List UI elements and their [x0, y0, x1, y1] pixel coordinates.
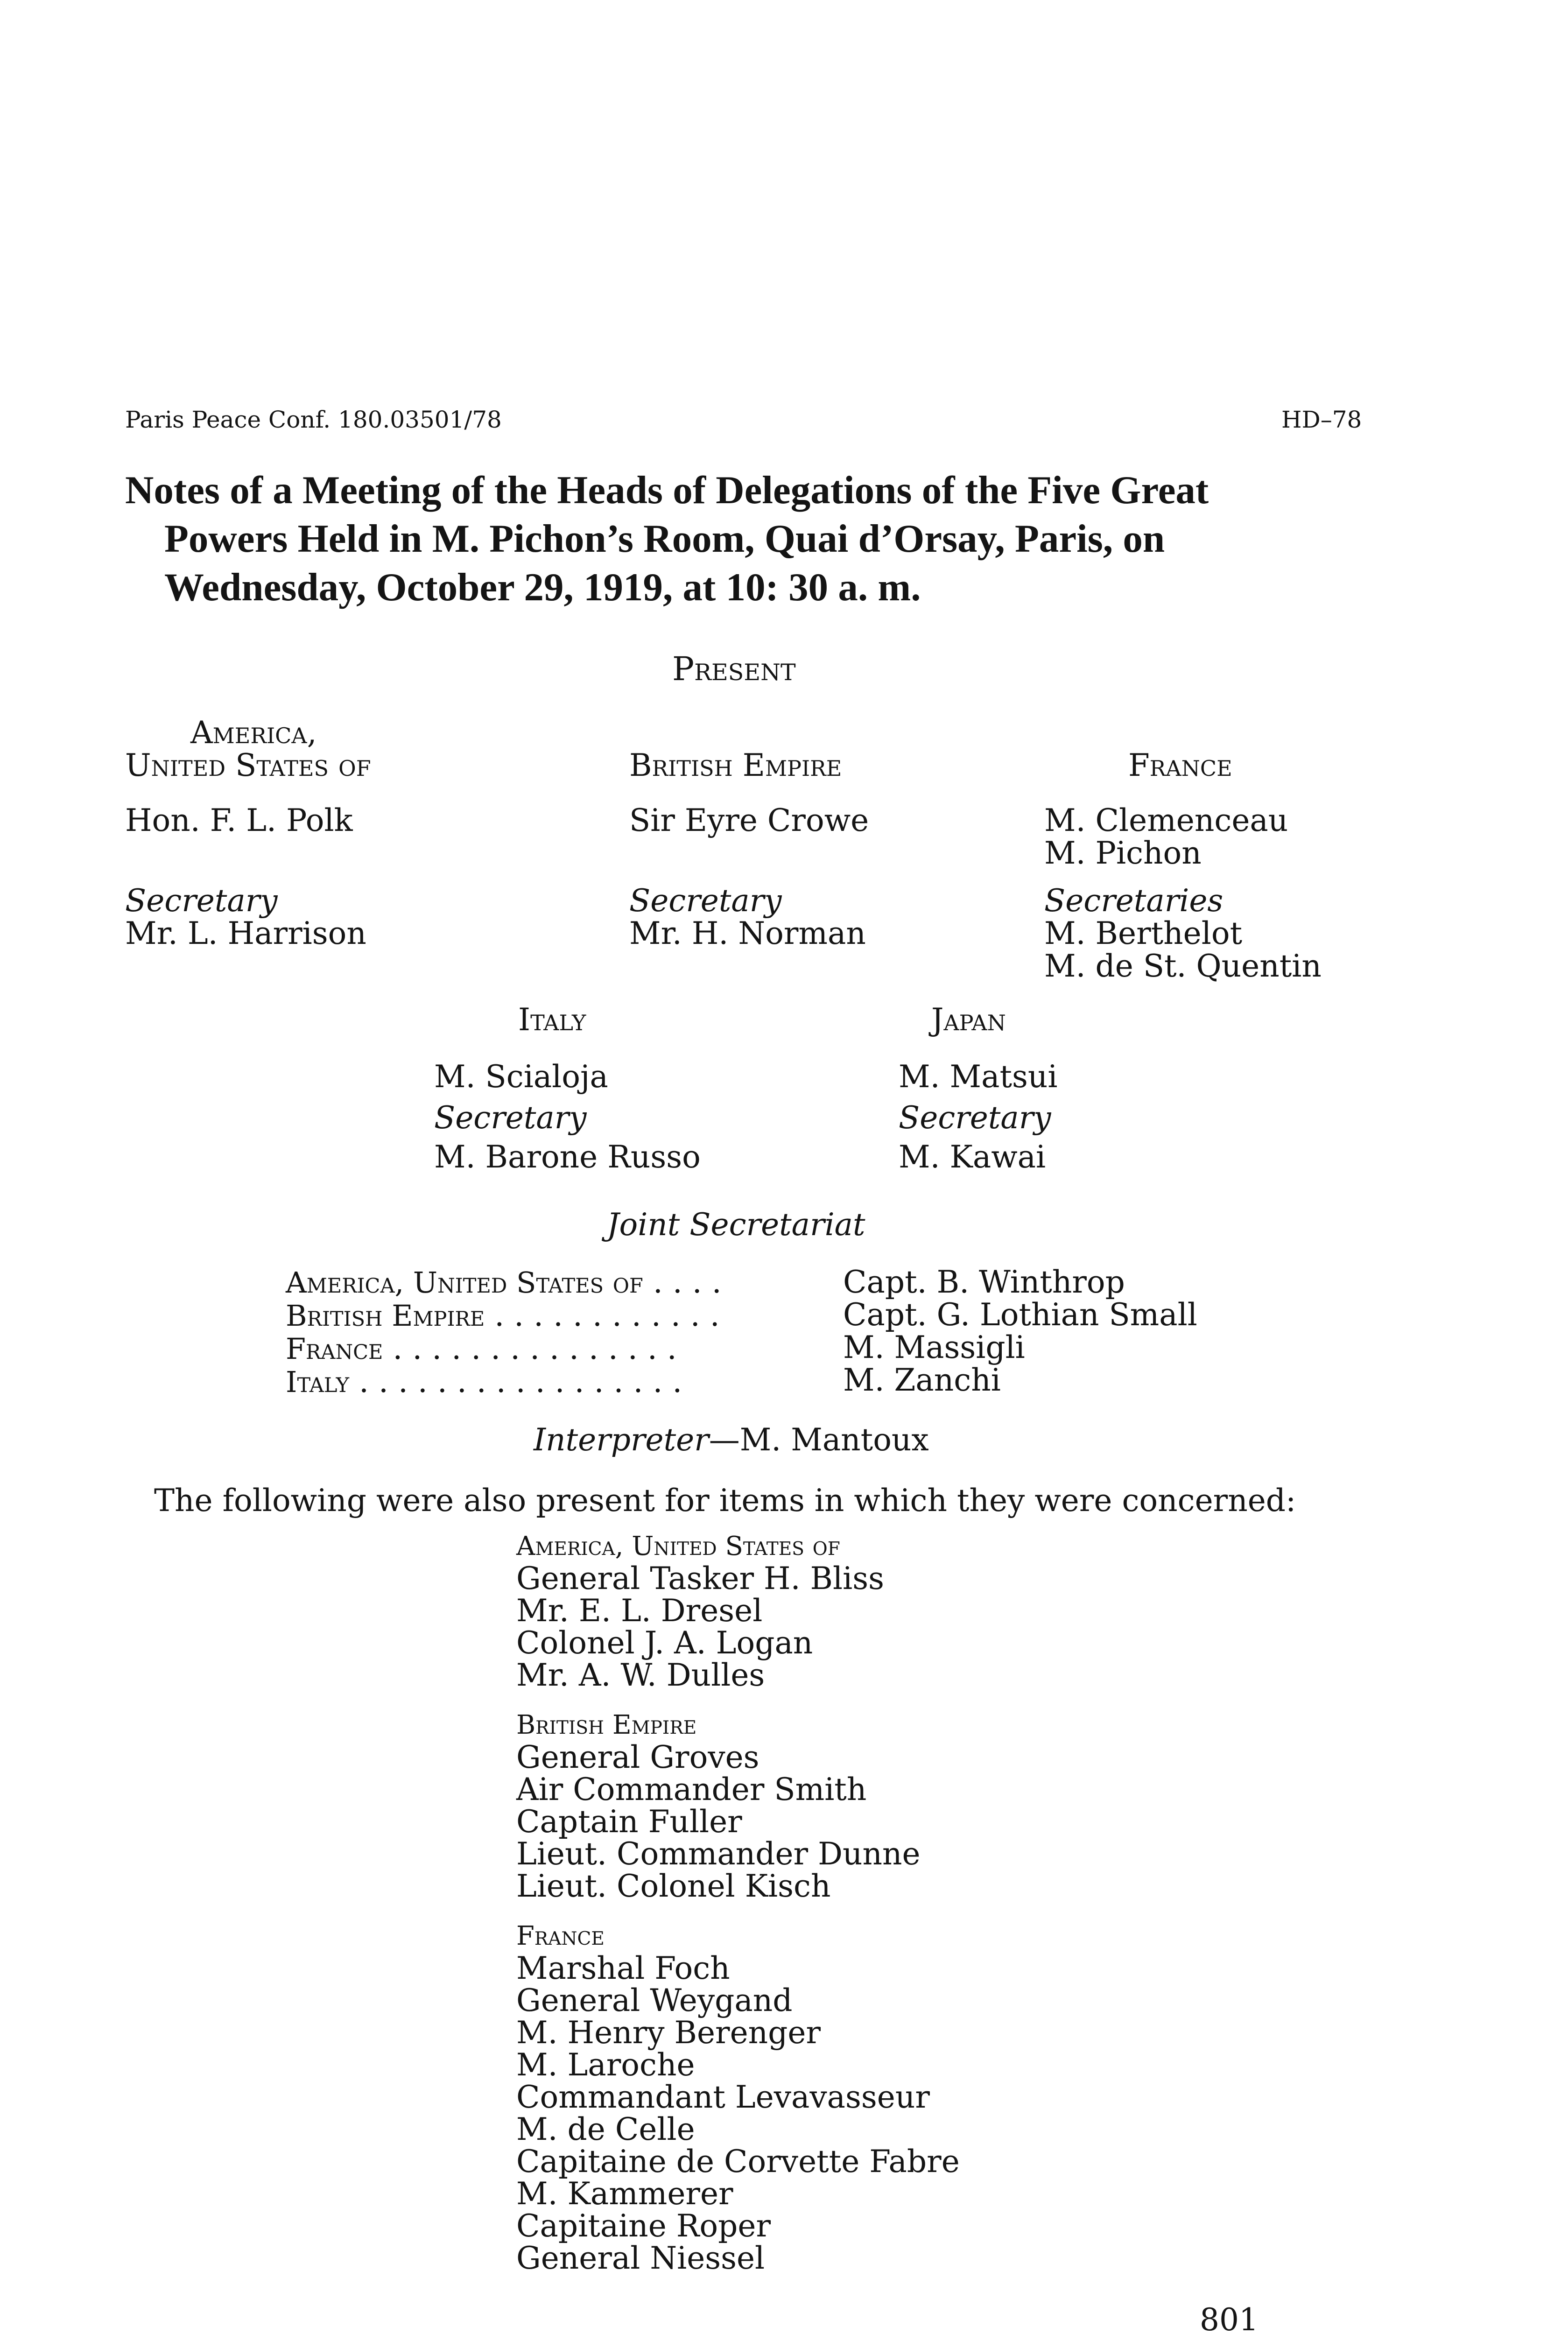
list-item: Capitaine de Corvette Fabre [516, 2144, 960, 2179]
title-line-1: Notes of a Meeting of the Heads of Delegations of the Five Great [125, 468, 1209, 512]
present-heading: Present [672, 650, 796, 688]
delegate-name: M. Scialoja [434, 1059, 608, 1095]
delegation-heading: Japan [931, 1002, 1006, 1038]
also-present-list [516, 1530, 960, 2274]
secretariat-name: Capt. B. Winthrop [843, 1264, 1125, 1300]
delegation-italy [434, 1004, 701, 1174]
list-item: M. Kammerer [516, 2176, 733, 2212]
also-present-intro: The following were also present for items in which they were concerned: [154, 1483, 1296, 1519]
delegation-america [125, 717, 371, 950]
interpreter-line [534, 1424, 929, 1456]
delegation-japan [899, 1004, 1057, 1174]
secretary-name: M. Kawai [899, 1139, 1046, 1175]
secretary-label: Secretary [434, 1100, 587, 1136]
delegation-heading: America, [190, 715, 317, 751]
list-item: Mr. A. W. Dulles [516, 1657, 765, 1693]
leader-dots: . . . . . . . . . . . . . . . [383, 1330, 677, 1366]
list-item: Marshal Foch [516, 1950, 730, 1986]
leader-dots: . . . . [643, 1264, 722, 1300]
delegate-name: M. Clemenceau [1044, 802, 1288, 838]
list-item: M. Laroche [516, 2047, 695, 2083]
secretary-name: M. Berthelot [1044, 915, 1243, 951]
delegation-heading: France [1128, 747, 1232, 783]
list-item: Capitaine Roper [516, 2208, 771, 2244]
country-label: America, United States of [286, 1265, 643, 1300]
list-item: General Tasker H. Bliss [516, 1561, 885, 1596]
document-reference: Paris Peace Conf. 180.03501/78 [125, 406, 502, 433]
secretary-name: M. de St. Quentin [1044, 948, 1322, 984]
delegate-name: M. Matsui [899, 1059, 1058, 1095]
secretariat-name: M. Massigli [843, 1329, 1025, 1365]
list-item: Captain Fuller [516, 1804, 742, 1840]
delegation-british-empire [629, 749, 869, 950]
table-row [286, 1266, 722, 1299]
joint-secretariat-names [843, 1266, 1197, 1397]
interpreter-name: —M. Mantoux [709, 1422, 929, 1458]
interpreter-label: Interpreter [534, 1422, 709, 1458]
group-heading: British Empire [516, 1710, 697, 1740]
list-item: General Groves [516, 1739, 759, 1775]
leader-dots: . . . . . . . . . . . . [485, 1297, 720, 1333]
secretariat-name: Capt. G. Lothian Small [843, 1297, 1197, 1333]
delegate-name: M. Pichon [1044, 835, 1202, 871]
list-item: M. Henry Berenger [516, 2015, 821, 2051]
list-item: General Weygand [516, 1982, 793, 2018]
document-code: HD–78 [1281, 406, 1362, 433]
delegation-heading: United States of [125, 747, 371, 783]
secretary-label: Secretary [899, 1100, 1051, 1136]
joint-secretariat-table [286, 1266, 722, 1399]
table-row [286, 1299, 722, 1332]
leader-dots: . . . . . . . . . . . . . . . . . [349, 1364, 682, 1399]
secretary-label: Secretary [629, 883, 782, 919]
group-heading: America, United States of [516, 1531, 840, 1561]
title-line-2: Powers Held in M. Pichon’s Room, Quai d’Orsay, Paris, on [164, 517, 1165, 561]
country-label: France [286, 1332, 383, 1366]
secretary-label: Secretaries [1044, 883, 1223, 919]
delegation-heading: Italy [518, 1002, 586, 1038]
table-row [286, 1365, 722, 1399]
table-row [286, 1332, 722, 1365]
list-item: Commandant Levavasseur [516, 2079, 930, 2115]
delegate-name: Hon. F. L. Polk [125, 802, 353, 838]
secretary-name: Mr. H. Norman [629, 915, 866, 951]
title-line-3: Wednesday, October 29, 1919, at 10: 30 a. m. [164, 565, 921, 609]
delegation-heading: British Empire [629, 747, 842, 783]
list-item: Colonel J. A. Logan [516, 1625, 813, 1661]
delegation-france [1044, 749, 1322, 983]
joint-secretariat-heading: Joint Secretariat [607, 1207, 865, 1243]
secretary-label: Secretary [125, 883, 278, 919]
secretariat-name: M. Zanchi [843, 1362, 1001, 1398]
secretary-name: M. Barone Russo [434, 1139, 701, 1175]
list-item: M. de Celle [516, 2111, 695, 2147]
delegate-name: Sir Eyre Crowe [629, 802, 869, 838]
country-label: British Empire [286, 1299, 485, 1333]
list-item: Lieut. Colonel Kisch [516, 1868, 831, 1904]
group-heading: France [516, 1921, 605, 1951]
country-label: Italy [286, 1365, 350, 1399]
secretary-name: Mr. L. Harrison [125, 915, 366, 951]
list-item: General Niessel [516, 2240, 765, 2276]
list-item: Lieut. Commander Dunne [516, 1836, 921, 1872]
list-item: Air Commander Smith [516, 1772, 867, 1807]
page-number: 801 [1200, 2302, 1259, 2334]
list-item: Mr. E. L. Dresel [516, 1593, 763, 1629]
